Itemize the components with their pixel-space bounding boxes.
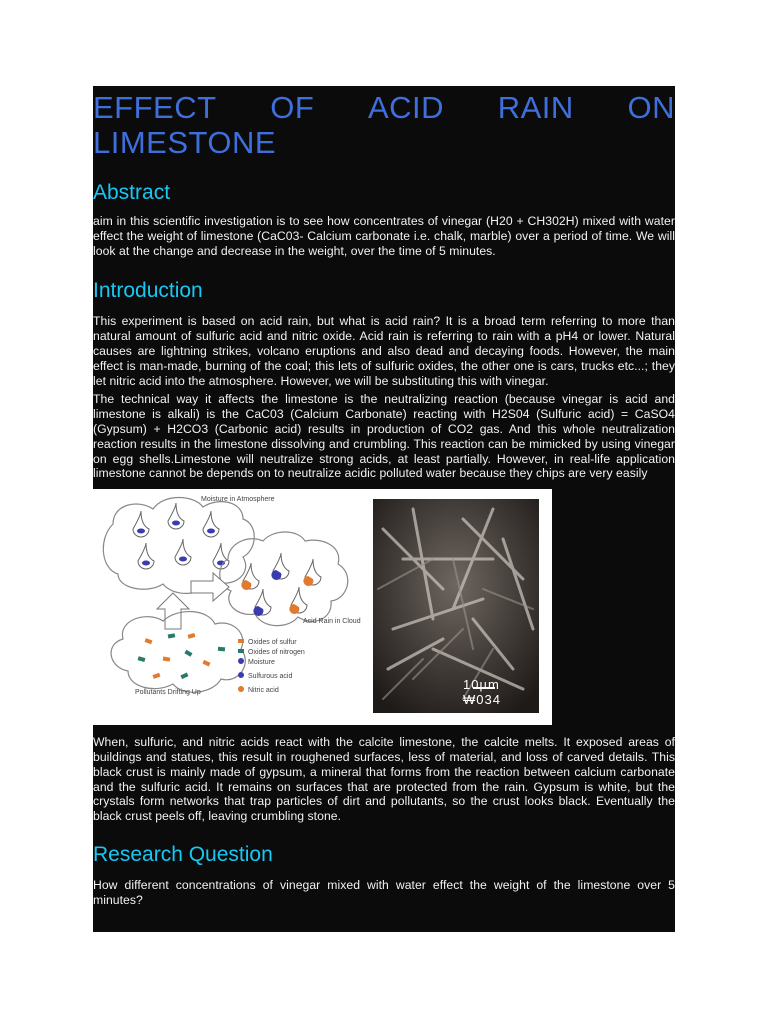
label-pollutants: Pollutants Drifting Up — [135, 689, 201, 697]
document-page — [93, 86, 675, 932]
legend-sulfur-oxides: Oxides of sulfur — [248, 639, 297, 647]
abstract-text: aim in this scientific investigation is to see how concentrates of vinegar (H20 + CH302H) mixed with water effect the weight of limestone (CaC03- Calcium carbonate i.e. chalk, marble) over a period of time. We will look at the change and decrease in the weight, over the time of 5 minutes. — [93, 214, 675, 258]
research-question-heading: Research Question — [93, 842, 273, 866]
acid-rain-figure — [93, 489, 552, 725]
legend-nitric-acid: Nitric acid — [248, 687, 279, 695]
legend-moisture: Moisture — [248, 659, 275, 667]
title-word: EFFECT — [93, 90, 217, 125]
intro-paragraph-1: This experiment is based on acid rain, but what is acid rain? It is a broad term referring to more than natural amount of sulfuric acid and nitric oxide. Acid rain is referring to rain with a pH4 or lower. Natural causes are lightning strikes, volcano eruptions and also dead and decaying foods. However, the main effect is man-made, burning of the coal; this lets of sulfuric oxides, the other one is cars, trucks etc...; they let nitric acid into the atmosphere. However, we will be substituting this with vinegar. — [93, 314, 675, 388]
document-title — [93, 90, 675, 160]
title-word: ON — [627, 90, 675, 125]
abstract-heading: Abstract — [93, 181, 171, 204]
legend-sulfurous-acid: Sulfurous acid — [248, 673, 293, 681]
intro-paragraph-2: The technical way it affects the limestone is the neutralizing reaction (because vinegar is acid and limestone is alkali) is the CaC03 (Calcium Carbonate) reacting with H2S04 (Sulfuric acid) = CaSO4 (Gypsum) + H2CO3 (Carbonic acid) results in production of CO2 gas. And this whole neutralization reaction results in the limestone dissolving and crumbling. This reaction can be mimicked by using vinegar on egg shells.Limestone will neutralize strong acids, at least partially. However, in real-life application limestone cannot be depends on to neutralize acidic polluted water because they chips are very easily — [93, 392, 675, 481]
after-figure-paragraph: When, sulfuric, and nitric acids react with the calcite limestone, the calcite melts. It exposed areas of buildings and statues, this result in roughened surfaces, less of material, and loss of carved details. This black crust is mainly made of gypsum, a mineral that forms from the reaction between calcium carbonate and the sulfuric acid. It remains on surfaces that are protected from the rain. Gypsum is white, but the crystals form networks that trap particles of dirt and pollutants, so the crust looks black. Eventually the black crust peels off, leaving crumbling stone. — [93, 735, 675, 824]
research-question-text: How different concentrations of vinegar mixed with water effect the weight of the limestone over 5 minutes? — [93, 877, 675, 907]
label-moisture: Moisture in Atmosphere — [201, 496, 275, 504]
introduction-heading: Introduction — [93, 279, 203, 303]
title-word: OF — [270, 90, 315, 125]
title-line-2: LIMESTONE — [93, 125, 277, 160]
title-word: RAIN — [497, 90, 574, 125]
title-word: ACID — [367, 90, 445, 125]
microscope-photo — [373, 499, 539, 713]
legend-nitrogen-oxides: Oxides of nitrogen — [248, 649, 305, 657]
photo-scale-label: 10µm ₩034 — [463, 677, 501, 708]
label-acid-rain: Acid Rain in Cloud — [303, 618, 361, 626]
acid-rain-diagram — [93, 489, 363, 725]
